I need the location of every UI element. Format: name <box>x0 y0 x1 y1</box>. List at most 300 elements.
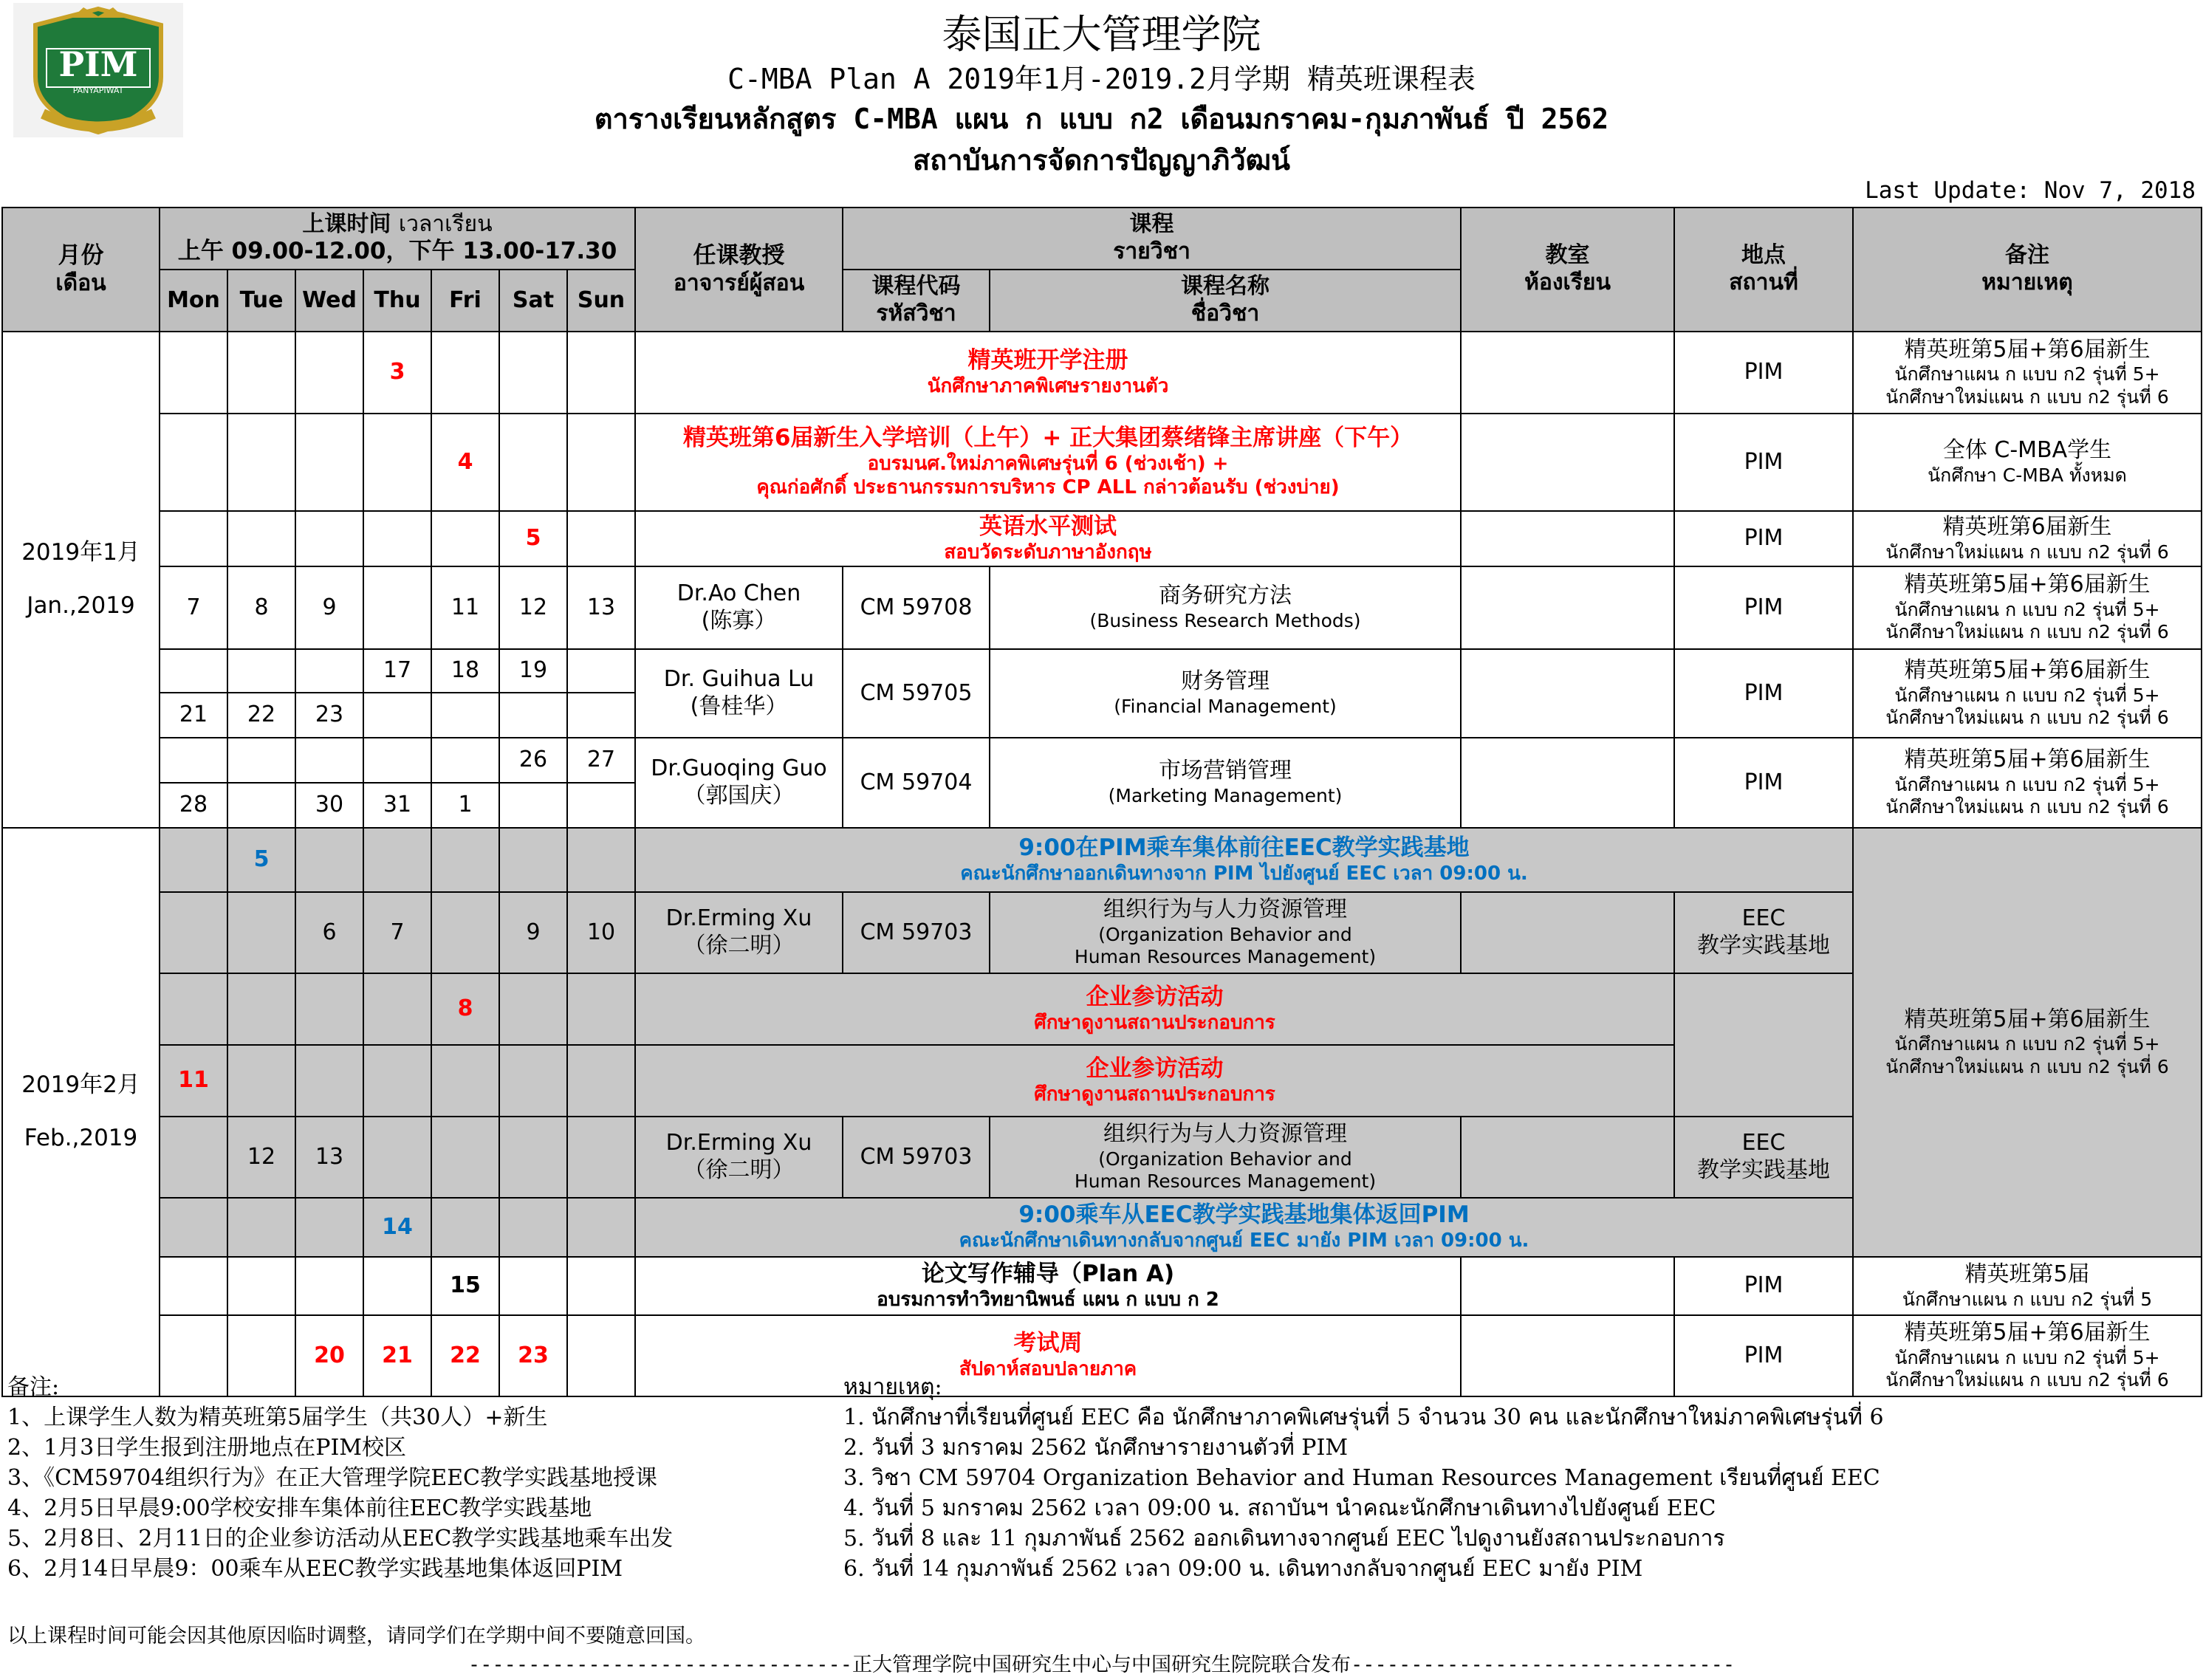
teacher-cell <box>635 892 843 973</box>
day-cell <box>363 1045 431 1117</box>
day-cell <box>567 1117 635 1198</box>
note-line: 3、《CM59704组织行为》在正大管理学院EEC教学实践基地授课 <box>7 1465 657 1491</box>
day-cell <box>363 566 431 649</box>
header-day-mon: Mon <box>160 270 227 332</box>
header-day-sun: Sun <box>567 270 635 332</box>
day-cell: 22 <box>431 1315 499 1396</box>
day-cell: 4 <box>431 414 499 511</box>
place-line: EEC <box>1741 1130 1786 1156</box>
remark-line: นักศึกษา C-MBA ทั้งหมด <box>1928 464 2127 487</box>
remark-cell <box>1853 738 2202 828</box>
day-cell <box>431 332 499 414</box>
day-cell <box>499 332 567 414</box>
header-time <box>160 208 635 270</box>
day-cell <box>363 693 431 738</box>
course-code-cell: CM 59708 <box>843 566 990 649</box>
remark-cell <box>1853 332 2202 414</box>
note-line: 2. วันที่ 3 มกราคม 2562 นักศึกษารายงานตัวที่ PIM <box>843 1435 1349 1461</box>
day-cell <box>567 649 635 693</box>
day-cell <box>160 828 227 892</box>
course-name-cell <box>990 566 1461 649</box>
header-teacher <box>635 208 843 332</box>
remark-line: นักศึกษาใหม่แผน ก แบบ ก2 รุ่นที่ 6 <box>1885 541 2169 563</box>
header-time-th: เวลาเรียน <box>398 210 493 237</box>
day-cell <box>431 511 499 566</box>
table-body <box>2 332 2202 1396</box>
room-cell <box>1461 332 1674 414</box>
day-cell <box>160 1198 227 1257</box>
day-cell: 28 <box>160 783 227 828</box>
day-cell: 30 <box>295 783 363 828</box>
course-name-en: (Business Research Methods) <box>1089 610 1361 632</box>
day-cell <box>160 649 227 693</box>
day-cell <box>567 1198 635 1257</box>
place-cell <box>1674 973 1853 1117</box>
day-cell <box>499 828 567 892</box>
day-cell <box>227 649 295 693</box>
day-cell: 1 <box>431 783 499 828</box>
day-cell <box>431 693 499 738</box>
course-name: 组织行为与人力资源管理 <box>1103 896 1348 923</box>
remark-line: นักศึกษาใหม่แผน ก แบบ ก2 รุ่นที่ 6 <box>1885 621 2169 643</box>
day-cell <box>567 693 635 738</box>
event-cell <box>635 973 1674 1045</box>
header-time-range: 上午 09.00-12.00，下午 13.00-17.30 <box>177 238 617 265</box>
day-cell: 5 <box>227 828 295 892</box>
event-subtitle: สอบวัดระดับภาษาอังกฤษ <box>944 541 1152 563</box>
place-line: 教学实践基地 <box>1697 933 1831 959</box>
day-cell <box>295 649 363 693</box>
remark-cell <box>1853 828 2202 1257</box>
place-line: EEC <box>1741 905 1786 932</box>
event-title: 精英班开学注册 <box>967 346 1128 374</box>
remark-cell <box>1853 1257 2202 1315</box>
remark-cell <box>1853 1315 2202 1396</box>
day-cell: 7 <box>363 892 431 973</box>
table-row <box>2 414 2202 511</box>
remark-line: 精英班第6届新生 <box>1942 513 2112 540</box>
remark-line: นักศึกษาใหม่แผน ก แบบ ก2 รุ่นที่ 6 <box>1885 796 2169 818</box>
table-header <box>2 208 2202 332</box>
place-cell: PIM <box>1674 649 1853 738</box>
event-subtitle: คุณก่อศักดิ์ ประธานกรรมการบริหาร CP ALL กล่าวต้อนรับ (ช่วงบ่าย) <box>756 476 1340 498</box>
day-cell <box>160 973 227 1045</box>
day-cell <box>160 332 227 414</box>
last-update: Last Update: Nov 7, 2018 <box>1865 177 2196 204</box>
header-time-label <box>160 211 634 239</box>
day-cell <box>363 828 431 892</box>
header-remark-label: 备注 <box>2005 242 2050 269</box>
room-cell <box>1461 649 1674 738</box>
course-name-cell <box>990 892 1461 973</box>
remark-line: 精英班第5届+第6届新生 <box>1904 336 2151 363</box>
month-cell-feb <box>2 828 160 1396</box>
header-month <box>2 208 160 332</box>
page-title: 泰国正大管理学院 <box>942 11 1261 58</box>
room-cell <box>1461 414 1674 511</box>
event-cell <box>635 511 1461 566</box>
day-cell <box>160 1117 227 1198</box>
room-cell <box>1461 511 1674 566</box>
course-name-en: (Organization Behavior and <box>1098 1148 1352 1170</box>
remark-line: นักศึกษาใหม่แผน ก แบบ ก2 รุ่นที่ 6 <box>1885 1055 2169 1077</box>
event-subtitle: สัปดาห์สอบปลายภาค <box>959 1358 1137 1381</box>
remark-line: 精英班第5届 <box>1964 1261 2090 1287</box>
remark-line: นักศึกษาแผน ก แบบ ก2 รุ่นที่ 5 <box>1902 1288 2153 1310</box>
header-month-label: 月份 <box>58 241 104 269</box>
event-subtitle: คณะนักศึกษาเดินทางกลับจากศูนย์ EEC มายัง PIM เวลา 09:00 น. <box>959 1230 1529 1252</box>
note-line: 5. วันที่ 8 และ 11 กุมภาพันธ์ 2562 ออกเดินทางจากศูนย์ EEC ไปดูงานยังสถานประกอบการ <box>843 1526 1725 1552</box>
remark-line: นักศึกษาแผน ก แบบ ก2 รุ่นที่ 5+ <box>1894 1033 2160 1055</box>
day-cell <box>160 1257 227 1315</box>
remark-line: 全体 C-MBA学生 <box>1942 437 2112 464</box>
day-cell: 22 <box>227 693 295 738</box>
remark-line: นักศึกษาใหม่แผน ก แบบ ก2 รุ่นที่ 6 <box>1885 385 2169 408</box>
table-row <box>2 738 2202 783</box>
course-name: 组织行为与人力资源管理 <box>1103 1121 1348 1148</box>
day-cell: 23 <box>295 693 363 738</box>
header-name-label: 课程名称 <box>1181 273 1270 300</box>
table-row <box>2 511 2202 566</box>
course-name: 市场营销管理 <box>1159 758 1292 784</box>
day-cell <box>227 414 295 511</box>
month-feb-en: Feb.,2019 <box>24 1125 138 1151</box>
course-code-cell: CM 59703 <box>843 892 990 973</box>
day-cell: 19 <box>499 649 567 693</box>
month-feb-label: 2019年2月 <box>21 1072 140 1099</box>
course-code-cell: CM 59704 <box>843 738 990 828</box>
month-jan-label: 2019年1月 <box>21 539 140 566</box>
logo-subtext: PANYAPIWAT <box>72 86 124 95</box>
remark-line: นักศึกษาแผน ก แบบ ก2 รุ่นที่ 5+ <box>1894 363 2160 385</box>
place-cell <box>1674 1117 1853 1198</box>
note-line: 6. วันที่ 14 กุมภาพันธ์ 2562 เวลา 09:00 น. เดินทางกลับจากศูนย์ EEC มายัง PIM <box>843 1556 1643 1582</box>
teacher-cell <box>635 1117 843 1198</box>
course-name-cell <box>990 1117 1461 1198</box>
course-name-en: (Organization Behavior and <box>1098 923 1352 945</box>
day-cell <box>227 973 295 1045</box>
header-room <box>1461 208 1674 332</box>
day-cell <box>160 414 227 511</box>
day-cell <box>499 1198 567 1257</box>
day-cell <box>295 414 363 511</box>
event-subtitle: นักศึกษาภาคพิเศษรายงานตัว <box>927 374 1169 397</box>
place-cell: PIM <box>1674 1257 1853 1315</box>
place-line: 教学实践基地 <box>1697 1157 1831 1183</box>
place-cell: PIM <box>1674 1315 1853 1396</box>
day-cell: 27 <box>567 738 635 783</box>
room-cell <box>1461 738 1674 828</box>
teacher-name: Dr.Erming Xu <box>665 905 812 932</box>
course-name-cell <box>990 649 1461 738</box>
header-day-tue: Tue <box>227 270 295 332</box>
event-title: 9:00在PIM乘车集体前往EEC教学实践基地 <box>1018 834 1470 861</box>
footer-publisher: --------------------------------正大管理学院中国研究生中心与中国研究生院院联合发布-------------------------------- <box>467 1653 1736 1676</box>
place-cell: PIM <box>1674 414 1853 511</box>
teacher-name-cn: (陈寡） <box>701 608 777 634</box>
event-subtitle: ศึกษาดูงานสถานประกอบการ <box>1034 1011 1275 1034</box>
event-title: 精英班第6届新生入学培训（上午）+ 正大集团蔡绪锋主席讲座（下午） <box>682 425 1414 452</box>
header-place-th: สถานที่ <box>1729 270 1798 295</box>
header-name <box>990 270 1461 332</box>
course-code-cell: CM 59705 <box>843 649 990 738</box>
teacher-cell <box>635 566 843 649</box>
remark-cell <box>1853 511 2202 566</box>
day-cell: 5 <box>499 511 567 566</box>
remark-line: นักศึกษาใหม่แผน ก แบบ ก2 รุ่นที่ 6 <box>1885 1369 2169 1391</box>
header-place-label: 地点 <box>1741 242 1786 269</box>
day-cell: 7 <box>160 566 227 649</box>
header-room-label: 教室 <box>1545 242 1590 269</box>
header-room-th: ห้องเรียน <box>1524 270 1611 295</box>
remark-line: 精英班第5届+第6届新生 <box>1904 572 2151 598</box>
footer-note: 以上课程时间可能会因其他原因临时调整，请同学们在学期中间不要随意回国。 <box>7 1625 705 1648</box>
event-title: 企业参访活动 <box>1086 1055 1224 1082</box>
event-cell <box>635 414 1461 511</box>
day-cell <box>227 738 295 783</box>
header-remark <box>1853 208 2202 332</box>
day-cell <box>160 892 227 973</box>
header-code-th: รหัสวิชา <box>876 301 956 326</box>
day-cell <box>431 1117 499 1198</box>
header-remark-th: หมายเหตุ <box>1981 270 2073 295</box>
month-cell-jan <box>2 332 160 828</box>
day-cell <box>295 738 363 783</box>
day-cell <box>227 1198 295 1257</box>
day-cell: 3 <box>363 332 431 414</box>
day-cell <box>295 1045 363 1117</box>
day-cell <box>567 1045 635 1117</box>
event-title: 考试周 <box>1013 1330 1083 1357</box>
room-cell <box>1461 892 1674 973</box>
notes-th <box>843 1372 1884 1584</box>
event-title: 英语水平测试 <box>979 512 1117 540</box>
day-cell <box>431 1045 499 1117</box>
header-name-th: ชื่อวิชา <box>1190 301 1260 326</box>
day-cell <box>499 1117 567 1198</box>
course-name: 商务研究方法 <box>1159 583 1292 609</box>
header-code <box>843 270 990 332</box>
day-cell <box>567 783 635 828</box>
day-cell <box>363 1257 431 1315</box>
day-cell: 8 <box>227 566 295 649</box>
event-subtitle: ศึกษาดูงานสถานประกอบการ <box>1034 1083 1275 1105</box>
day-cell <box>431 1198 499 1257</box>
day-cell: 12 <box>499 566 567 649</box>
day-cell <box>227 783 295 828</box>
day-cell <box>160 738 227 783</box>
day-cell <box>499 693 567 738</box>
day-cell: 15 <box>431 1257 499 1315</box>
day-cell <box>295 1257 363 1315</box>
day-cell <box>227 332 295 414</box>
header-course-label: 课程 <box>1129 211 1174 238</box>
table-row <box>2 649 2202 693</box>
remark-line: นักศึกษาแผน ก แบบ ก2 รุ่นที่ 5+ <box>1894 684 2160 706</box>
remark-line: นักศึกษาแผน ก แบบ ก2 รุ่นที่ 5+ <box>1894 773 2160 795</box>
day-cell <box>363 1117 431 1198</box>
day-cell <box>363 738 431 783</box>
note-line: 4、2月5日早晨9:00学校安排车集体前往EEC教学实践基地 <box>7 1495 592 1521</box>
header-place <box>1674 208 1853 332</box>
note-line: 1. นักศึกษาที่เรียนที่ศูนย์ EEC คือ นักศึกษาภาคพิเศษรุ่นที่ 5 จำนวน 30 คน และนักศึกษาใหม่ภาคพิเศษรุ่นที่ 6 <box>843 1405 1884 1430</box>
day-cell <box>431 892 499 973</box>
day-cell: 11 <box>160 1045 227 1117</box>
day-cell: 11 <box>431 566 499 649</box>
remark-cell <box>1853 414 2202 511</box>
notes-th-heading: หมายเหตุ: <box>843 1374 942 1400</box>
header-code-label: 课程代码 <box>871 273 961 300</box>
teacher-cell <box>635 649 843 738</box>
day-cell: 21 <box>363 1315 431 1396</box>
day-cell <box>499 414 567 511</box>
teacher-name: Dr.Guoqing Guo <box>651 755 827 782</box>
remark-cell <box>1853 566 2202 649</box>
event-cell <box>635 1198 1853 1257</box>
day-cell: 12 <box>227 1117 295 1198</box>
notes-cn-heading: 备注: <box>7 1374 60 1400</box>
day-cell <box>363 414 431 511</box>
event-subtitle: อบรมนศ.ใหม่ภาคพิเศษรุ่นที่ 6 (ช่วงเช้า) + <box>867 453 1229 476</box>
day-cell <box>295 828 363 892</box>
day-cell: 23 <box>499 1315 567 1396</box>
day-cell <box>295 1198 363 1257</box>
note-line: 6、2月14日早晨9：00乘车从EEC教学实践基地集体返回PIM <box>7 1556 623 1582</box>
remark-line: 精英班第5届+第6届新生 <box>1904 747 2151 773</box>
event-cell <box>635 1257 1461 1315</box>
place-cell: PIM <box>1674 332 1853 414</box>
logo-text: PIM <box>58 44 138 84</box>
day-cell <box>295 973 363 1045</box>
day-cell <box>567 511 635 566</box>
day-cell: 9 <box>499 892 567 973</box>
course-name: 财务管理 <box>1181 668 1270 695</box>
table-row <box>2 332 2202 414</box>
day-cell <box>567 332 635 414</box>
month-jan-en: Jan.,2019 <box>27 592 135 619</box>
teacher-name-cn: （徐二明） <box>683 933 795 959</box>
day-cell <box>227 1257 295 1315</box>
day-cell: 13 <box>567 566 635 649</box>
header-day-fri: Fri <box>431 270 499 332</box>
day-cell <box>499 1257 567 1315</box>
day-cell <box>499 1045 567 1117</box>
teacher-name: Dr.Ao Chen <box>676 580 801 607</box>
day-cell <box>160 511 227 566</box>
day-cell: 31 <box>363 783 431 828</box>
note-line: 3. วิชา CM 59704 Organization Behavior and Human Resources Management เรียนที่ศูนย์ EEC <box>843 1465 1880 1491</box>
day-cell: 9 <box>295 566 363 649</box>
teacher-name: Dr. Guihua Lu <box>663 666 815 693</box>
remark-cell <box>1853 649 2202 738</box>
event-title: 企业参访活动 <box>1086 983 1224 1010</box>
institution-name: สถาบันการจัดการปัญญาภิวัฒน์ <box>913 144 1290 176</box>
event-subtitle: คณะนักศึกษาออกเดินทางจาก PIM ไปยังศูนย์ EEC เวลา 09:00 น. <box>960 862 1528 885</box>
place-cell: PIM <box>1674 566 1853 649</box>
day-cell <box>567 414 635 511</box>
day-cell: 20 <box>295 1315 363 1396</box>
room-cell <box>1461 1257 1674 1315</box>
note-line: 5、2月8日、2月11日的企业参访活动从EEC教学实践基地乘车出发 <box>7 1526 674 1552</box>
teacher-name: Dr.Erming Xu <box>665 1130 812 1156</box>
remark-line: นักศึกษาแผน ก แบบ ก2 รุ่นที่ 5+ <box>1894 598 2160 620</box>
remark-line: นักศึกษาใหม่แผน ก แบบ ก2 รุ่นที่ 6 <box>1885 707 2169 729</box>
day-cell <box>227 1045 295 1117</box>
event-cell <box>635 332 1461 414</box>
course-name-en: Human Resources Management) <box>1074 946 1377 968</box>
event-subtitle: อบรมการทำวิทยานิพนธ์ แผน ก แบบ ก 2 <box>877 1288 1219 1311</box>
notes-cn <box>7 1372 673 1584</box>
day-cell: 13 <box>295 1117 363 1198</box>
day-cell: 14 <box>363 1198 431 1257</box>
remark-line: 精英班第5届+第6届新生 <box>1904 1006 2151 1032</box>
note-line: 2、1月3日学生报到注册地点在PIM校区 <box>7 1435 407 1461</box>
teacher-name-cn: （郭国庆） <box>683 783 795 809</box>
thai-subtitle: ตารางเรียนหลักสูตร C-MBA แผน ก แบบ ก2 เดือนมกราคม-กุมภาพันธ์ ปี 2562 <box>594 103 1609 135</box>
day-cell <box>567 828 635 892</box>
day-cell: 26 <box>499 738 567 783</box>
table-row <box>2 1257 2202 1315</box>
header-day-wed: Wed <box>295 270 363 332</box>
day-cell <box>227 892 295 973</box>
place-cell: PIM <box>1674 738 1853 828</box>
day-cell <box>499 973 567 1045</box>
event-title: 9:00乘车从EEC教学实践基地集体返回PIM <box>1018 1201 1470 1229</box>
day-cell: 8 <box>431 973 499 1045</box>
day-cell: 21 <box>160 693 227 738</box>
day-cell <box>431 738 499 783</box>
header-course-th: รายวิชา <box>1113 239 1190 264</box>
day-cell <box>431 828 499 892</box>
day-cell <box>363 973 431 1045</box>
day-cell: 17 <box>363 649 431 693</box>
header-teacher-label: 任课教授 <box>693 241 785 269</box>
schedule-table <box>1 207 2202 1397</box>
place-cell: PIM <box>1674 511 1853 566</box>
day-cell <box>567 1257 635 1315</box>
day-cell: 18 <box>431 649 499 693</box>
course-name-en: Human Resources Management) <box>1074 1170 1377 1193</box>
course-name-en: (Financial Management) <box>1114 696 1337 718</box>
day-cell <box>567 973 635 1045</box>
course-code-cell: CM 59703 <box>843 1117 990 1198</box>
header-month-th: เดือน <box>55 270 106 296</box>
note-line: 4. วันที่ 5 มกราคม 2562 เวลา 09:00 น. สถาบันฯ นำคณะนักศึกษาเดินทางไปยังศูนย์ EEC <box>843 1495 1716 1521</box>
table-row <box>2 828 2202 892</box>
day-cell <box>295 511 363 566</box>
day-cell: 6 <box>295 892 363 973</box>
header-course <box>843 208 1461 270</box>
room-cell <box>1461 1117 1674 1198</box>
course-name-cell <box>990 738 1461 828</box>
remark-line: 精英班第5届+第6届新生 <box>1904 1320 2151 1346</box>
place-cell <box>1674 892 1853 973</box>
day-cell <box>499 783 567 828</box>
teacher-name-cn: (鲁桂华） <box>690 693 788 719</box>
day-cell <box>295 332 363 414</box>
teacher-name-cn: （徐二明） <box>683 1157 795 1183</box>
table-row <box>2 566 2202 649</box>
room-cell <box>1461 566 1674 649</box>
header-teacher-th: อาจารย์ผู้สอน <box>673 270 805 296</box>
day-cell: 10 <box>567 892 635 973</box>
header-day-thu: Thu <box>363 270 431 332</box>
note-line: 1、上课学生人数为精英班第5届学生（共30人）+新生 <box>7 1405 548 1430</box>
term-subtitle: C-MBA Plan A 2019年1月-2019.2月学期 精英班课程表 <box>727 63 1476 95</box>
day-cell <box>227 511 295 566</box>
event-title: 论文写作辅导（Plan A) <box>921 1260 1175 1287</box>
remark-line: 精英班第5届+第6届新生 <box>1904 657 2151 684</box>
